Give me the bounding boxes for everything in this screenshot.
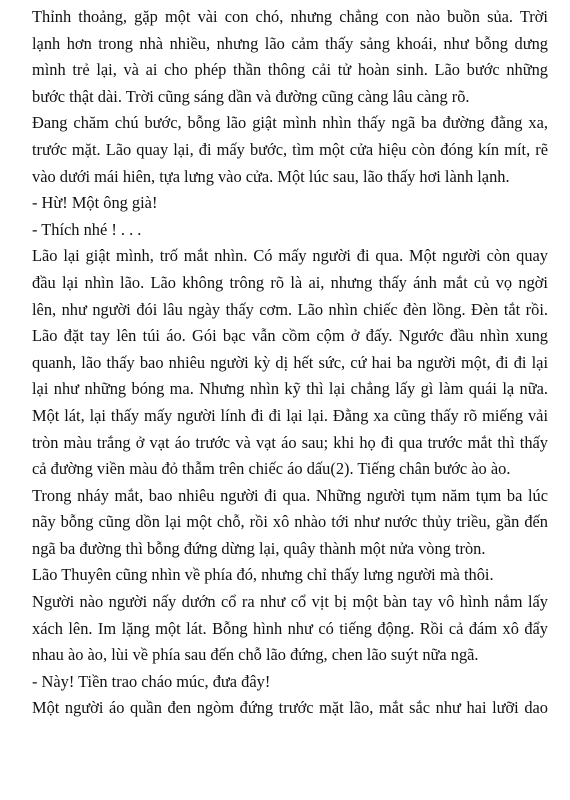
- story-text-body: [32, 4, 548, 722]
- text-line: Trong nháy mắt, bao nhiêu người đi qua. Những người tụm năm tụm ba lúc: [32, 485, 548, 505]
- text-line: quanh, lão thấy bao nhiêu người kỳ dị hết sức, cứ hai ba người một, đi đi lại: [32, 352, 548, 372]
- text-line: Thỉnh thoảng, gặp một vài con chó, nhưng chẳng con nào buồn sủa. Trời: [32, 7, 548, 26]
- text-line: Lão lại giật mình, trố mắt nhìn. Có mấy người đi qua. Một người còn quay: [32, 246, 548, 266]
- text-line: tròn màu trắng ở vạt áo trước và vạt áo sau; khi họ đi qua trước mắt thì thấy: [32, 432, 548, 452]
- text-line: nãy bỗng cũng dồn lại một chỗ, rồi xô nhào tới như nước thủy triều, gần đến: [32, 512, 548, 532]
- text-line: cả đường viền màu đỏ thẫm trên chiếc áo dấu(2). Tiếng chân bước ào ào.: [32, 459, 511, 479]
- text-line: Lão đặt tay lên túi áo. Gói bạc vẫn cồm cộm ở đấy. Ngước đầu nhìn xung: [32, 326, 548, 346]
- document-page: [32, 4, 548, 722]
- text-line: Đang chăm chú bước, bỗng lão giật mình nhìn thấy ngã ba đường đằng xa,: [32, 113, 548, 133]
- text-line: vào dưới mái hiên, tựa lưng vào cửa. Một lúc sau, lão thấy hơi lành lạnh.: [32, 166, 510, 186]
- text-line: lại như những bóng ma. Nhưng nhìn kỹ thì lại chẳng lấy gì làm quái lạ nữa.: [32, 379, 548, 399]
- text-line: ngã ba đường thì bỗng đứng dừng lại, quây thành một nửa vòng tròn.: [32, 538, 486, 558]
- text-line: trước mặt. Lão quay lại, đi mấy bước, tìm một cửa hiệu còn đóng kín mít, rẽ: [32, 139, 548, 159]
- text-line: lạnh hơn trong nhà nhiều, nhưng lão cảm thấy sảng khoái, như bỗng dưng: [32, 33, 548, 53]
- text-line: mình trẻ lại, và ai cho phép thần thông cải tử hoàn sinh. Lão bước những: [32, 60, 548, 80]
- text-line: - Thích nhé ! . . .: [32, 219, 142, 239]
- text-line: - Hừ! Một ông già!: [32, 193, 158, 213]
- text-line: nhau ào ào, lùi về phía sau đến chỗ lão đứng, chen lão suýt nữa ngã.: [32, 645, 479, 665]
- text-line: Một người áo quần đen ngòm đứng trước mặt lão, mắt sắc như hai lưỡi dao: [32, 698, 548, 718]
- text-line: đầu lại nhìn lão. Lão không trông rõ là ai, nhưng thấy ánh mắt củ vọ ngời: [32, 272, 548, 292]
- text-line: Lão Thuyên cũng nhìn về phía đó, nhưng chỉ thấy lưng người mà thôi.: [32, 565, 494, 585]
- text-line: - Này! Tiền trao cháo múc, đưa đây!: [32, 671, 271, 691]
- text-line: bước thật dài. Trời cũng sáng dần và đường cũng càng lâu càng rõ.: [32, 86, 470, 106]
- text-line: lên, như người đói lâu ngày thấy cơm. Lão nhìn chiếc đèn lồng. Đèn tắt rồi.: [32, 299, 548, 319]
- text-line: Người nào người nấy dướn cổ ra như cổ vịt bị một bàn tay vô hình nắm lấy: [32, 592, 548, 612]
- text-line: Một lát, lại thấy mấy người lính đi đi lại lại. Đằng xa cũng thấy rõ miếng vải: [32, 405, 548, 425]
- text-line: xách lên. Im lặng một lát. Bỗng hình như có tiếng động. Rồi cả đám xô đẩy: [32, 618, 548, 638]
